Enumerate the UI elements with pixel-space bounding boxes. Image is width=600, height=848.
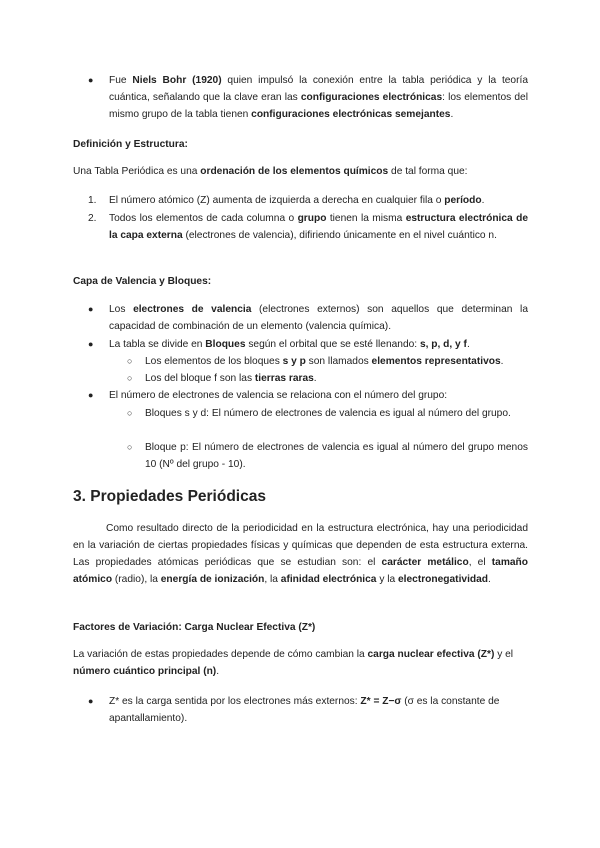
bohr-bullet: [88, 72, 528, 123]
grupo-bullet: ● El número de electrones de valencia se relaciona con el número del grupo:: [88, 390, 448, 401]
section-3-title: 3. Propiedades Periódicas: [73, 488, 266, 505]
capa-heading: Capa de Valencia y Bloques:: [73, 276, 212, 287]
numbered-item: 2. Todos los elementos de cada columna o grupo tienen la misma estructura electrónica de la capa externa (electrones de valencia), difiriendo únicamente en el nivel cuántico n.: [88, 213, 528, 241]
factores-heading: Factores de Variación: Carga Nuclear Efectiva (Z*): [73, 622, 316, 633]
zstar-bullet: ● Z* es la carga sentida por los electrones más externos: Z* = Z−σ (σ es la constante de apantallamiento).: [88, 696, 500, 724]
factores-paragraph: La variación de estas propiedades depende de cómo cambian la carga nuclear efectiva (Z*) y el número cuántico principal (n).: [73, 649, 514, 677]
bloques-sub-item: ○ Los del bloque f son las tierras raras.: [127, 373, 317, 384]
grupo-sub-item: ○ Bloques s y d: El número de electrones de valencia es igual al número del grupo.: [127, 408, 511, 419]
bullet-marker: ●: [88, 75, 94, 85]
grupo-sub-item: ○ Bloque p: El número de electrones de valencia es igual al número del grupo menos 10 (Nº del grupo - 10).: [127, 442, 528, 470]
definition-heading: Definición y Estructura:: [73, 139, 188, 150]
bloques-bullet: ● La tabla se divide en Bloques según el orbital que se esté llenando: s, p, d, y f.: [88, 339, 470, 350]
valencia-bullet: ● Los electrones de valencia (electrones externos) son aquellos que determinan la capacidad de combinación de un elemento (valencia química).: [88, 304, 528, 332]
definition-intro: Una Tabla Periódica es una ordenación de los elementos químicos de tal forma que:: [73, 166, 468, 177]
bohr-bullet-text: Fue Niels Bohr (1920) quien impulsó la conexión entre la tabla periódica y la teoría cuántica, señalando que la clave eran las configuraciones electrónicas: los elementos del mismo grupo de la tabla tienen configuraciones electrónicas semejantes.: [109, 75, 528, 120]
bloques-sub-item: ○ Los elementos de los bloques s y p son llamados elementos representativos.: [127, 356, 504, 367]
numbered-item: 1. El número atómico (Z) aumenta de izquierda a derecha en cualquier fila o período.: [88, 195, 485, 206]
section-3-paragraph: Como resultado directo de la periodicidad en la estructura electrónica, hay una periodicidad en la variación de ciertas propiedades físicas y químicas que dependen de esta estructura externa. Las propiedades atómicas periódicas que se estudian son: el carácter metálico, el tamaño atómico (radio), la energía de ionización, la afinidad electrónica y la electronegatividad.: [73, 523, 528, 585]
